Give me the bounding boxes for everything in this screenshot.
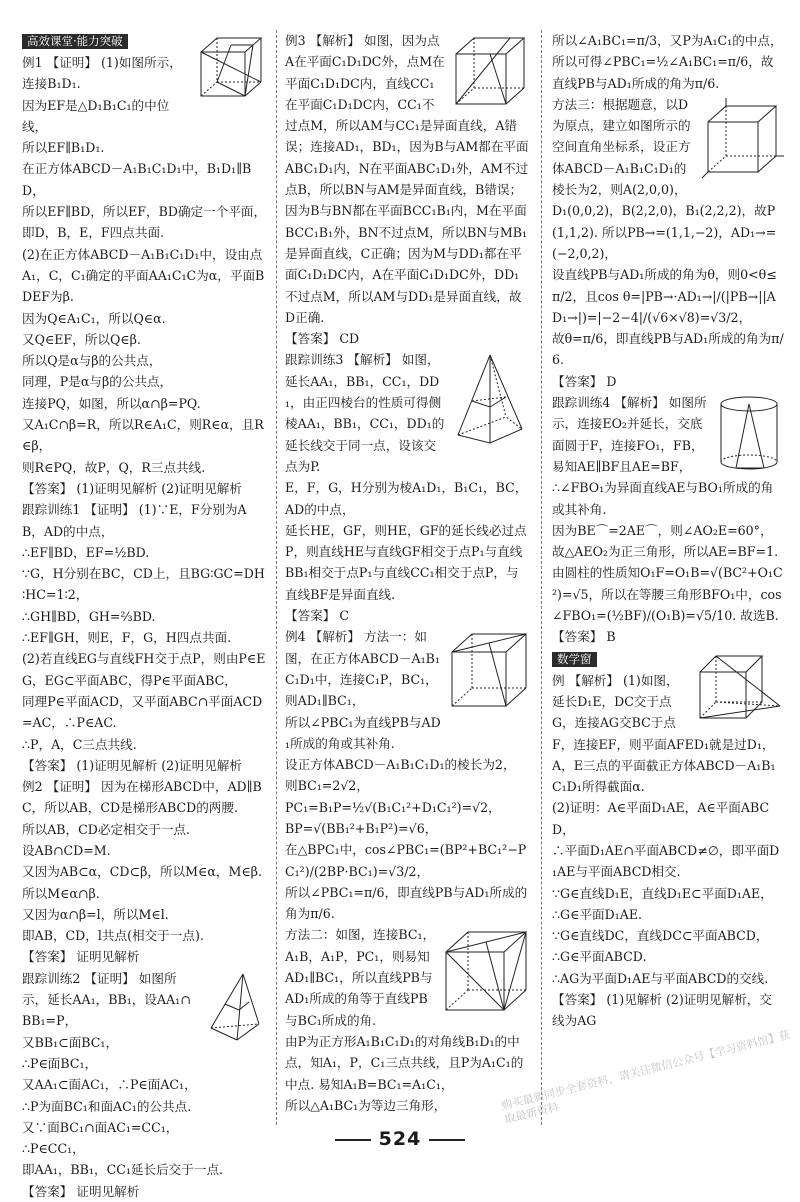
paragraph: 设直线PB与AD₁所成的角为θ，则0<θ≤π/2，且cos θ=|PB→·AD₁→|/(|PB→||AD₁→|)=|−2−4|/(√6×√8)=√3/2， (552, 267, 777, 325)
paragraph: 所以AB，CD必定相交于一点. (22, 821, 191, 837)
paragraph: ∴EF∥GH，则E，F，G，H四点共面. (22, 630, 232, 646)
paragraph: 同理P∈平面ACD，又平面ABC∩平面ACD=AC，∴P∈AC. (22, 693, 263, 731)
figure-cube-ex4-method2 (440, 926, 530, 1016)
paragraph: ∴AG为平面D₁AE与平面ABCD的交线. (552, 970, 769, 986)
answer-line: 【答案】 (1)证明见解析 (2)证明见解析 (22, 480, 242, 496)
paragraph: 延长HE，GF，则HE，GF的延长线必过点P，则直线HE与直线GF相交于点P₁与直线BB₁相交于点P₁与直线CC₁相交于点P，与直线BF是异面直线. (285, 522, 527, 602)
cube-diagram-icon (195, 32, 267, 102)
paragraph: ∴∠FBO₁为异面直线AE与BO₁所成的角或其补角. (552, 480, 774, 517)
paragraph: ∴P，A，C三点共线. (22, 736, 137, 752)
figure-cube-ex3 (450, 32, 530, 108)
page-number-dash-left (335, 1139, 371, 1141)
paragraph: E，F，G，H分别为棱A₁D₁，B₁C₁，BC，AD的中点， (285, 480, 528, 517)
paragraph: 设AB∩CD=M. (22, 842, 111, 858)
paragraph: ∴平面D₁AE∩平面ABCD≠∅，即平面D₁AE与平面ABCD相交. (552, 842, 780, 880)
page-number-dash-right (429, 1139, 465, 1141)
cube-section-icon (694, 650, 784, 722)
paragraph: 由P为正方形A₁B₁C₁D₁的对角线B₁D₁的中点，知A₁，P，C₁三点共线，且P为A₁C₁的中点. 易知A₁B=BC₁=A₁C₁， (285, 1033, 524, 1092)
paragraph: 又Q∈EF，所以Q∈β. (22, 331, 141, 347)
paragraph: ∴G∈平面ABCD. (552, 949, 647, 965)
paragraph: PC₁=B₁P=½√(B₁C₁²+D₁C₁²)=√2， (285, 799, 501, 815)
paragraph: 所以∠PBC₁为直线PB与AD₁所成的角或其补角. (285, 714, 441, 751)
paragraph: 方法三：根据题意，以D为原点，建立如图所示的空间直角坐标系，设正方体ABCD－A₁B₁C₁D₁的棱长为2，则A(2,0,0)，D₁(0,0,2)，B(2,2,0)，B₁(2,2,2)，故P(1,1,2). 所以PB→=(1,1,−2)，AD₁→=(−2,0,2)， (552, 96, 777, 261)
paragraph: 则BC₁=2√2， (285, 778, 369, 794)
paragraph: ∵G∈直线DC，直线DC⊂平面ABCD， (552, 928, 769, 944)
paragraph: ∴P∈CC₁， (22, 1141, 85, 1157)
paragraph: 跟踪训练1 【证明】 (1)∵E，F分别为AB，AD的中点， (22, 502, 247, 539)
paragraph: 又AA₁⊂面AC₁，∴P∈面AC₁， (22, 1077, 197, 1093)
column-divider (276, 30, 277, 1125)
paragraph: 同理，P是α与β的公共点， (22, 374, 173, 390)
paragraph: (2)证明：A∈平面D₁AE，A∈平面ABCD， (552, 800, 770, 837)
paragraph: 所以∠PBC₁=π/6，即直线PB与AD₁所成的角为π/6. (285, 884, 528, 922)
pyramid-diagram-icon (450, 351, 530, 447)
section-label-math-window: 数学窗 (552, 652, 597, 667)
answer-line: 【答案】 C (285, 608, 350, 624)
paragraph: ∵G，H分别在BC，CD上，且BG∶GC=DH∶HC=1∶2， (22, 566, 265, 603)
paragraph: 所以△A₁BC₁为等边三角形， (285, 1097, 447, 1113)
paragraph: 因为BE⌒=2AE⌒，则∠AO₂E=60°，故△AEO₂为正三角形，所以AE=BF=1. (552, 522, 779, 560)
paragraph: 例1 【证明】 (1)如图所示，连接B₁D₁. (22, 55, 182, 92)
paragraph: (2)在正方体ABCD－A₁B₁C₁D₁中，设由点A₁，C，C₁确定的平面AA₁C₁C为α，平面BDEF为β. (22, 246, 265, 305)
paragraph: 连接PQ，如图，所以α∩β=PQ. (22, 395, 201, 411)
page-number-value: 524 (378, 1128, 422, 1150)
paragraph: 又因为α∩β=l，所以M∈l. (22, 906, 169, 922)
column-left (22, 30, 267, 1202)
paragraph: 所以∠A₁BC₁=π/3，又P为A₁C₁的中点， (552, 33, 783, 48)
paragraph: 则R∈PQ，故P，Q，R三点共线. (22, 459, 206, 475)
paragraph: ∵G∈直线D₁E，直线D₁E⊂平面D₁AE， (552, 885, 773, 901)
paragraph: 方法二：如图，连接BC₁，A₁B，A₁P，PC₁，则易知AD₁∥BC₁，所以直线PB与AD₁所成的角等于直线PB与BC₁所成的角. (285, 927, 436, 1028)
paragraph: 所以可得∠PBC₁=½∠A₁BC₁=π/6，故直线PB与AD₁所成的角为π/6. (552, 54, 774, 91)
paragraph: ∴G∈平面D₁AE. (552, 906, 643, 922)
paragraph: 故θ=π/6，即直线PB与AD₁所成的角为π/6. (552, 331, 784, 368)
paragraph: 即AB，CD，l共点(相交于一点). (22, 928, 204, 944)
answer-line: 【答案】 (1)见解析 (2)证明见解析，交线为AG (552, 992, 772, 1029)
watermark: 购买最新同步全套资料，请关注微信公众号【学习资料馆】获取最新资料 (500, 1028, 792, 1127)
paragraph: 又BB₁⊂面BC₁， (22, 1034, 119, 1050)
column-middle (285, 30, 530, 1116)
paragraph: 例2 【证明】 因为在梯形ABCD中，AD∥BC，所以AB，CD是梯形ABCD的两腰. (22, 779, 262, 816)
answer-line: 【答案】 D (552, 373, 617, 389)
answer-line: 【答案】 B (552, 629, 616, 645)
paragraph: BP=√(BB₁²+B₁P²)=√6， (285, 820, 438, 836)
cube-diagram-icon (440, 926, 530, 1016)
figure-cube-coordinates (698, 96, 784, 182)
paragraph: ∴P∈面BC₁， (22, 1055, 98, 1071)
figure-cube-ex4 (446, 628, 530, 710)
paragraph: ∴GH∥BD，GH=⅔BD. (22, 608, 156, 624)
paragraph: 在正方体ABCD－A₁B₁C₁D₁中，B₁D₁∥BD， (22, 161, 252, 198)
paragraph: 所以EF∥B₁D₁. (22, 140, 105, 156)
figure-cube-ex1 (195, 32, 267, 102)
paragraph: 所以M∈α∩β. (22, 885, 100, 901)
paragraph: 例3 【解析】 如图，因为点A在平面C₁D₁DC外，点M在平面C₁D₁DC内，直线CC₁在平面C₁D₁DC内，CC₁不过点M，所以AM与CC₁是异面直线，A错误；连接AD₁，BD₁，因为B与AM都在平面ABC₁D₁内，N在平面ABC₁D₁外，AM不过点B，所以BN与AM是异面直线，B错误；因为B与BN都在平面BCC₁B₁内，M在平面BCC₁B₁外，BN不过点M，所以BN与MB₁是异面直线，C正确；因为M与DD₁都在平面C₁D₁DC内，A在平面C₁D₁DC外，DD₁不过点M，所以AM与DD₁是异面直线，故D正确. (285, 33, 529, 325)
frustum-diagram-icon (203, 970, 267, 1044)
paragraph: 又因为AB⊂α，CD⊂β，所以M∈α，M∈β. (22, 864, 262, 880)
answer-line: 【答案】 证明见解析 (22, 1183, 140, 1199)
column-divider (541, 30, 542, 1125)
paragraph: 又∵面BC₁∩面AC₁=CC₁， (22, 1119, 179, 1135)
column-right (552, 30, 784, 1032)
paragraph: 即AA₁，BB₁，CC₁延长后交于一点. (22, 1162, 224, 1178)
paragraph: 所以EF∥BD，所以EF，BD确定一个平面， (22, 204, 267, 220)
page-number (0, 1128, 800, 1150)
answer-line: 【答案】 (1)证明见解析 (2)证明见解析 (22, 757, 242, 773)
paragraph: 又A₁C∩β=R，所以R∈A₁C，则R∈α，且R∈β， (22, 417, 264, 454)
paragraph: 例4 【解析】 方法一：如图，在正方体ABCD－A₁B₁C₁D₁中，连接C₁P，BC₁，则AD₁∥BC₁， (285, 629, 440, 709)
figure-pyramid-trace3 (450, 351, 530, 447)
cube-diagram-icon (446, 628, 530, 710)
paragraph: 因为Q∈A₁C₁，所以Q∈α. (22, 310, 166, 326)
paragraph: 在△BPC₁中，cos∠PBC₁=(BP²+BC₁²−PC₁²)/(2BP·BC₁)=√3/2， (285, 842, 527, 879)
figure-prism-trace2 (203, 970, 267, 1044)
answer-line: 【答案】 证明见解析 (22, 949, 140, 965)
paragraph: (2)若直线EG与直线FH交于点P，则由P∈EG，EG⊂平面ABC，得P∈平面ABC， (22, 651, 266, 688)
paragraph: 例 【解析】 (1)如图，延长D₁E，DC交于点G，连接AG交BC于点F，连接EF，则平面AFED₁就是过D₁，A，E三点的平面截正方体ABCD－A₁B₁C₁D₁所得截面α. (552, 672, 776, 795)
paragraph: 由圆柱的性质知O₁F=O₁B=√(BC²+O₁C²)=√5，所以在等腰三角形BFO₁中，cos∠FBO₁=(½BF)/(O₁B)=√5/10. 故选B. (552, 565, 783, 624)
cylinder-diagram-icon (714, 394, 784, 474)
paragraph: ∴P为面BC₁和面AC₁的公共点. (22, 1098, 192, 1114)
figure-cylinder (714, 394, 784, 474)
cube-diagram-icon (450, 32, 530, 108)
paragraph: ∴EF∥BD，EF=½BD. (22, 544, 150, 560)
paragraph: 跟踪训练2 【证明】 如图所示，延长AA₁，BB₁，设AA₁∩BB₁=P， (22, 970, 191, 1029)
paragraph: 因为EF是△D₁B₁C₁的中位线， (22, 97, 170, 134)
paragraph: 所以Q是α与β的公共点， (22, 353, 162, 369)
section-label-efficient-class: 高效课堂·能力突破 (22, 34, 128, 49)
figure-cube-section (694, 650, 784, 722)
paragraph: 即D，B，E，F四点共面. (22, 225, 165, 241)
paragraph: 跟踪训练3 【解析】 如图，延长AA₁，BB₁，CC₁，DD₁，由正四棱台的性质可得侧棱AA₁，BB₁，CC₁，DD₁的延长线交于同一点，设该交点为P. (285, 352, 445, 474)
paragraph: 跟踪训练4 【解析】 如图所示，连接EO₂并延长，交底面圆于F，连接FO₁，FB，易知AE∥BF且AE=BF， (552, 395, 707, 474)
paragraph: 设正方体ABCD－A₁B₁C₁D₁的棱长为2， (285, 757, 516, 773)
answer-line: 【答案】 CD (285, 331, 360, 347)
coordinate-cube-icon (698, 96, 784, 182)
